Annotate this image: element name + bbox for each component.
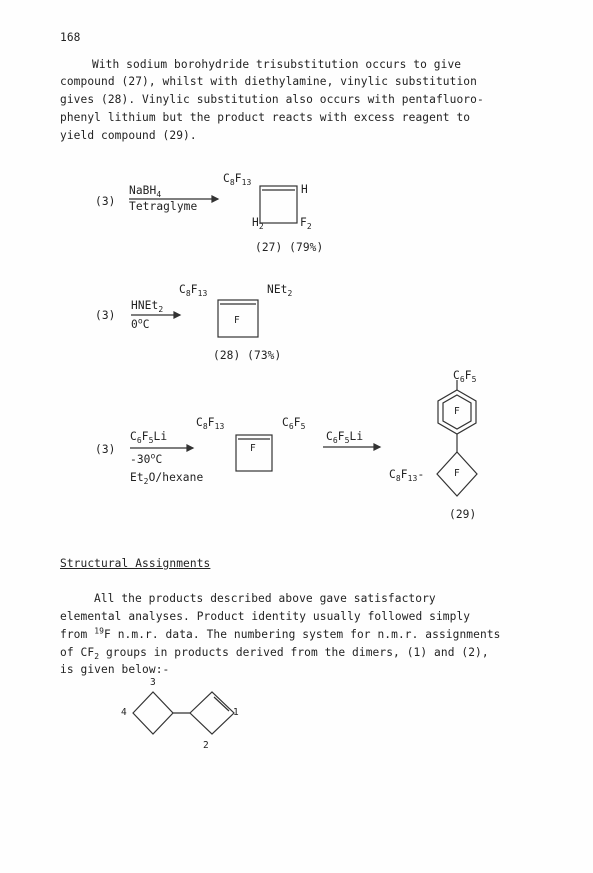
numbering-label-1: 1: [233, 707, 239, 718]
numbering-cyclobutene: [190, 692, 234, 734]
scheme2-reactant: (3): [95, 309, 116, 322]
scheme3-reactant: (3): [95, 443, 116, 456]
body-line-5: is given below:-: [60, 663, 170, 676]
numbering-double-bond: [214, 697, 229, 711]
scheme3-reagent1-solvent: $Et_2O$/hexane: [130, 471, 204, 487]
page-number: 168: [60, 31, 81, 44]
scheme3-reagent2: $C_6F_5Li$: [326, 430, 364, 446]
numbering-label-2: 2: [203, 740, 209, 751]
scheme2-compound-label: (28) (73%): [213, 349, 282, 362]
scheme2-reagent-top: HNEt$_2$: [131, 299, 164, 315]
scheme1-reactant: (3): [95, 195, 116, 208]
scheme1-arrowhead: [212, 196, 218, 202]
intro-line-3: gives (28). Vinylic substitution also occurs with pentafluoro-: [60, 93, 484, 106]
scheme3-product-benzene-f: F: [454, 406, 460, 417]
scheme3-intermediate-ring-f: F: [250, 443, 256, 454]
scheme3-compound-label: (29): [449, 508, 477, 521]
numbering-label-3: 3: [150, 677, 156, 688]
scheme3-intermediate-c6f5: $C_6F_5$: [282, 416, 306, 432]
scheme1-ring: [260, 186, 297, 223]
section-heading: Structural Assignments: [60, 557, 211, 570]
body-line-4: of $CF_2$ groups in products derived from the dimers, (1) and (2),: [60, 646, 489, 662]
scheme2-c8f13: $C_8F_{13}$: [179, 283, 208, 299]
scheme2-arrowhead: [174, 312, 180, 318]
scheme1-compound-label: (27) (79%): [255, 241, 324, 254]
scheme1-f2: $F_2$: [300, 216, 312, 232]
scheme2-reagent-bottom: 0$^o$C: [131, 316, 150, 331]
scheme1-h2: $H_2$: [252, 216, 264, 232]
body-line-2: elemental analyses. Product identity usually followed simply: [60, 610, 471, 623]
scheme1-reagent-top: NaBH$_4$: [129, 184, 162, 200]
intro-line-2: compound (27), whilst with diethylamine, vinylic substitution: [60, 75, 477, 88]
scheme2-ring-f: F: [234, 315, 240, 326]
body-line-1: All the products described above gave satisfactory: [94, 592, 436, 605]
scheme3-product-ring-f: F: [454, 468, 460, 479]
scheme3-reagent1-top: $C_6F_5Li$: [130, 430, 168, 446]
intro-line-5: yield compound (29).: [60, 129, 197, 142]
numbering-label-4: 4: [121, 707, 127, 718]
scheme3-arrow2-head: [374, 444, 380, 450]
scheme3-intermediate-c8f13: $C_8F_{13}$: [196, 416, 225, 432]
intro-line-1: With sodium borohydride trisubstitution occurs to give: [92, 58, 462, 71]
scheme3-product-c6f5: $C_6F_5$: [453, 369, 477, 385]
body-line-3: from $^{19}$F n.m.r. data. The numbering system for n.m.r. assignments: [60, 626, 501, 641]
scheme1-h-right: H: [301, 183, 308, 196]
scheme3-reagent1-temperature: -30$^o$C: [130, 451, 163, 466]
scheme3-product-c8f13: $C_8F_{13}-$: [389, 468, 425, 484]
numbering-cyclobutane: [133, 692, 173, 734]
scheme1-c8f13: $C_8F_{13}$: [223, 172, 252, 188]
scheme3-arrow1-head: [187, 445, 193, 451]
intro-line-4: phenyl lithium but the product reacts with excess reagent to: [60, 111, 471, 124]
scheme2-net2: NEt$_2$: [267, 283, 293, 299]
scheme1-reagent-bottom: Tetraglyme: [129, 200, 198, 213]
